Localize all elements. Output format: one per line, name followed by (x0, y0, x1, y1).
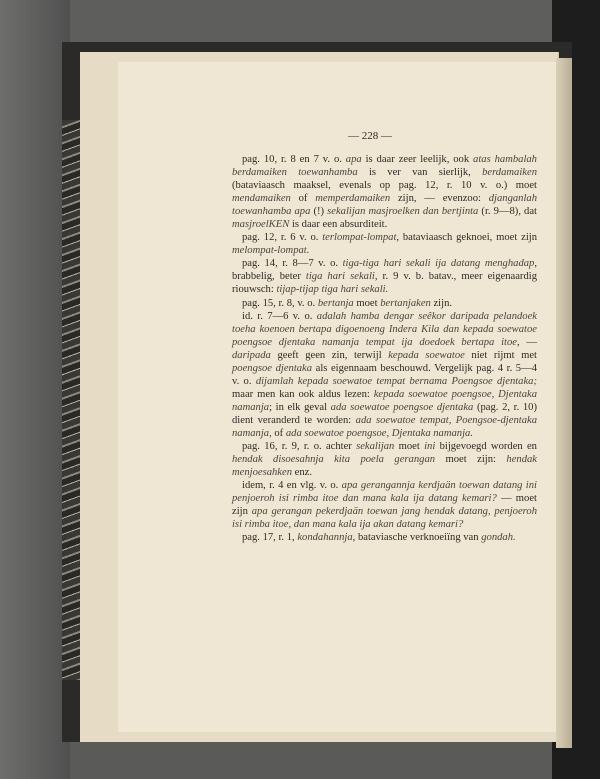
text: , — (517, 336, 537, 348)
italic-text: ini (424, 441, 436, 453)
paragraph (232, 440, 537, 479)
text: (bataviaasch maaksel, evenals op pag. 12, r. 10 v. o.) moet (232, 180, 537, 192)
text: of (271, 427, 286, 439)
text: als eigennaam beschouwd. Vergelijk pag. 4 r. 5—4 v. o. (232, 362, 537, 387)
italic-text: melompat-lompat. (232, 245, 310, 257)
italic-text: mendamaiken (232, 193, 291, 205)
text: — moet zijn (232, 493, 537, 518)
text: moet zijn: (435, 454, 507, 466)
text: (r. 9—8), dat (478, 206, 537, 218)
text: zijn, — evenzoo: (390, 193, 489, 205)
text: niet rijmt met (464, 349, 537, 361)
italic-text: bertanjaken (380, 297, 431, 309)
italic-text: apa gerangan pekerdjaän toewan jang hendak datang, penjoeroh isi rimba itoe, dan mana kala ija akan datang kemari? (232, 506, 537, 531)
marbled-edge (62, 120, 80, 680)
text: (pag. 2, r. 10) dient veranderd te worden: (232, 401, 537, 426)
paragraph (232, 153, 537, 231)
text: idem, r. 4 en vlg. v. o. (242, 480, 342, 492)
paragraph (232, 310, 537, 440)
italic-text: tiga hari sekali (305, 271, 375, 283)
italic-text: dijamlah kepada soewatoe tempat bernama Poengsoe djentaka; (255, 375, 538, 387)
text: is ver van sierlijk, (357, 167, 483, 179)
italic-text: bertanja (317, 297, 354, 309)
italic-text: apa gerangannja kerdjaän toewan datang ini penjoeroh isi rimba itoe dan mana kala ija datang kemari? (232, 480, 537, 505)
text: of (290, 193, 316, 205)
italic-text: sekalijan (356, 441, 395, 453)
paragraph (232, 297, 537, 310)
italic-text: tijap-tijap tiga hari sekali. (276, 284, 389, 296)
italic-text: terlompat-lompat (322, 232, 397, 244)
text: id. r. 7—6 v. o. (242, 310, 317, 322)
text: pag. 14, r. 8—7 v. o. (242, 258, 343, 270)
italic-text: sekalijan masjroelken dan bertjinta (327, 206, 479, 218)
text: , bataviasche verknoeiïng van (352, 532, 482, 544)
page-number: — 228 — (348, 130, 392, 142)
italic-text: atas hambalah berdamaiken toewanhamba (232, 154, 537, 179)
italic-text: djanganlah toewanhamba apa (232, 193, 537, 218)
italic-text: tiga-tiga hari sekali ija datang menghadap (342, 258, 535, 270)
paragraph (232, 257, 537, 296)
italic-text: hendak disoesahnja kita poela gerangan (232, 454, 436, 466)
italic-text: masjroelKEN (232, 219, 290, 231)
text: (!) (310, 206, 328, 218)
text: moet (353, 297, 381, 309)
text: , brabbelig, beter (232, 258, 537, 283)
italic-text: ada soewatoe poengsoe, Djentaka namanja. (285, 427, 473, 439)
italic-text: kondahannja (297, 532, 353, 544)
italic-text: gondah. (481, 532, 516, 544)
italic-text: ada soewatoe poengsoe djentaka (330, 401, 474, 413)
text: pag. 10, r. 8 en 7 v. o. (242, 154, 346, 165)
italic-text: berdamaiken (482, 167, 537, 179)
text: geeft geen zin, terwijl (270, 349, 389, 361)
paragraph (232, 231, 537, 257)
text: , r. 9 v. b. batav., meer eigenaardig riouwsch: (232, 271, 537, 296)
text: ; in elk geval (269, 401, 331, 413)
text: pag. 16, r. 9, r. o. achter (242, 441, 357, 453)
text: is daar zeer leelijk, ook (361, 154, 474, 165)
text: moet (394, 441, 425, 453)
scan-background-left (0, 0, 70, 779)
italic-text: ada soewatoe tempat, Poengsoe-djentaka namanja, (232, 414, 537, 439)
italic-text: daripada (232, 349, 271, 361)
italic-text: poengsoe djentaka (232, 362, 313, 374)
text: is daar een absurditeit. (289, 219, 388, 231)
text: pag. 17, r. 1, (242, 532, 298, 544)
text: , bataviaasch geknoei, moet zijn (396, 232, 538, 244)
scan-background-top (0, 0, 600, 48)
italic-text: memperdamaiken (315, 193, 391, 205)
text: zijn. (430, 297, 453, 309)
italic-text: kepada soewatoe (388, 349, 465, 361)
facing-page-edge (556, 58, 572, 748)
paragraph (232, 479, 537, 531)
text: enz. (292, 467, 313, 479)
paragraph (232, 531, 537, 544)
text: pag. 15, r. 8, v. o. (242, 297, 318, 309)
page-body-text (232, 153, 537, 544)
italic-text: hendak menjoesahken (232, 454, 538, 479)
text: pag. 12, r. 6 v. o. (242, 232, 323, 244)
text: maar men kan ook aldus lezen: (232, 388, 374, 400)
italic-text: kepada soewatoe poengsoe, Djentaka namanja (232, 388, 537, 413)
italic-text: apa (345, 154, 362, 165)
text: bijgevoegd worden en (435, 441, 537, 453)
italic-text: adalah hamba dengar seêkor daripada pelandoek toeha koenoen bertapa digoenoeng Indera Kila dan kepada soewatoe poengsoe djentaka namanja tempat ija doedoek bertapa itoe (232, 310, 537, 348)
